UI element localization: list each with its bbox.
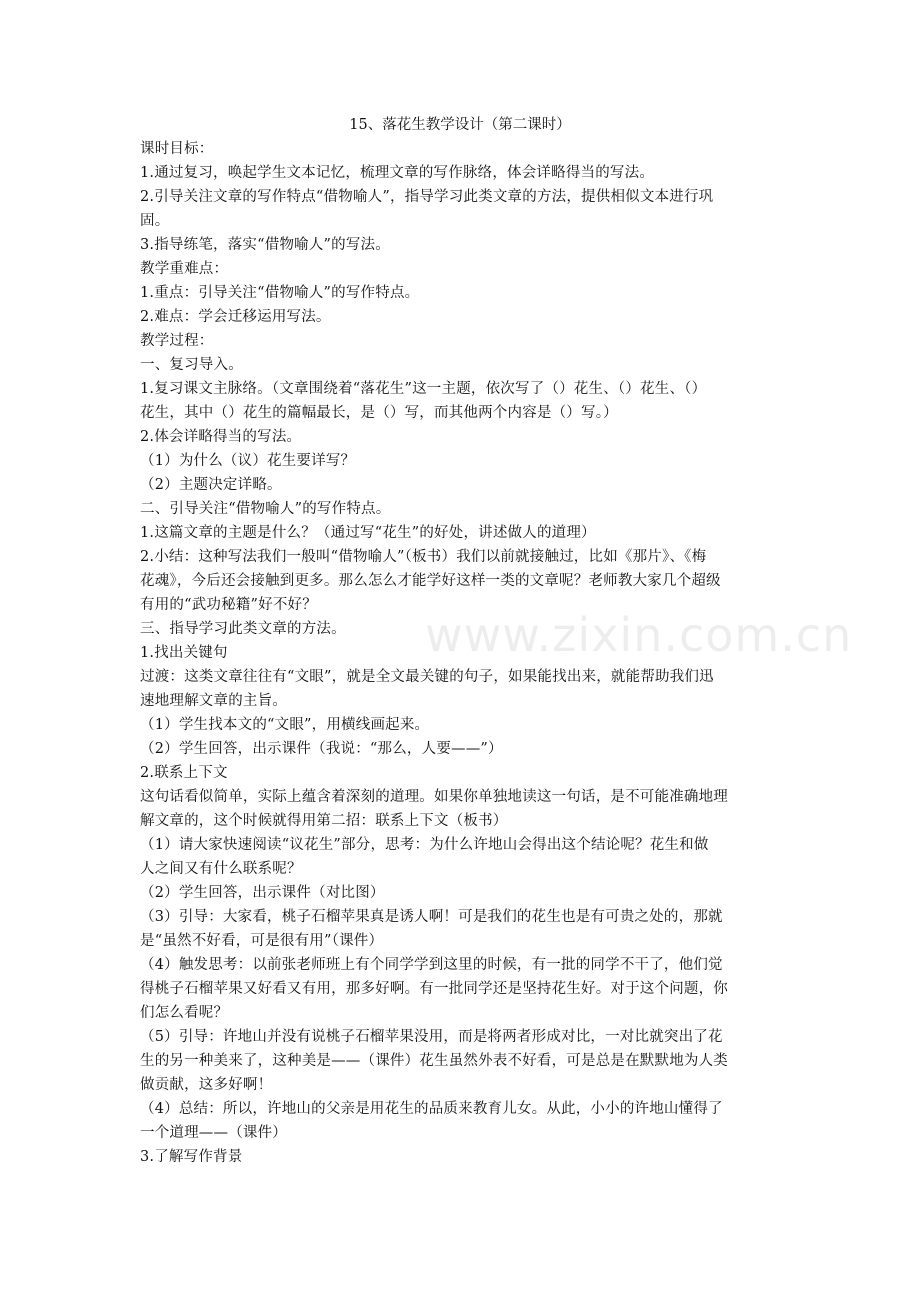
document-line: 花魂》，今后还会接触到更多。那么怎么才能学好这样一类的文章呢？老师教大家几个超级 [140,573,721,589]
document-line: 解文章的，这个时候就得用第二招：联系上下文（板书） [140,813,508,829]
document-line: 二、引导关注“借物喻人”的写作特点。 [140,501,391,517]
document-line: （1）学生找本文的“文眼”，用横线画起来。 [140,717,430,733]
document-line: 三、指导学习此类文章的方法。 [140,621,346,637]
document-line: 课时目标： [140,141,214,157]
document-line: 教学过程： [140,333,214,349]
document-line: 们怎么看呢？ [140,1005,229,1021]
document-line: 有用的“武功秘籍”好不好？ [140,597,317,613]
document-line: 一个道理——（课件） [140,1125,287,1141]
document-line: （3）引导：大家看，桃子石榴苹果真是诱人啊！可是我们的花生也是有可贵之处的，那就 [140,909,723,925]
document-line: 1.这篇文章的主题是什么？（通过写“花生”的好处，讲述做人的道理） [140,525,596,541]
document-line: （2）学生回答，出示课件（对比图） [140,885,385,901]
document-line: 得桃子石榴苹果又好看又有用，那多好啊。有一批同学还是坚持花生好。对于这个问题，你 [140,981,728,997]
document-line: 1.复习课文主脉络。（文章围绕着“落花生”这一主题，依次写了（）花生、（）花生、（） [140,381,707,397]
document-line: 花生，其中（）花生的篇幅最长，是（）写，而其他两个内容是（）写。） [140,405,618,421]
document-line: 固。 [140,213,170,229]
watermark: www.zixin.com.cn [425,608,853,662]
document-line: （1）为什么（议）花生要详写？ [140,453,356,469]
document-line: 2.联系上下文 [140,765,228,781]
document-line: 1.通过复习，唤起学生文本记忆，梳理文章的写作脉络，体会详略得当的写法。 [140,165,655,181]
document-line: （5）引导：许地山并没有说桃子石榴苹果没用，而是将两者形成对比，一对比就突出了花 [140,1029,723,1045]
document-line: 3.指导练笔，落实“借物喻人”的写法。 [140,237,390,253]
document-line: （2）学生回答，出示课件（我说：“那么，人要——”） [140,741,503,757]
document-line: 1.找出关键句 [140,645,228,661]
document-line: （4）总结：所以，许地山的父亲是用花生的品质来教育儿女。从此，小小的许地山懂得了 [140,1101,723,1117]
document-line: （2）主题决定详略。 [140,477,282,493]
document-line: 过渡：这类文章往往有“文眼”，就是全文最关键的句子，如果能找出来，就能帮助我们迅 [140,669,714,685]
document-line: （1）请大家快速阅读“议花生”部分，思考：为什么许地山会得出这个结论呢？花生和做 [140,837,709,853]
document-line: 这句话看似简单，实际上蕴含着深刻的道理。如果你单独地读这一句话，是不可能准确地理 [140,789,728,805]
document-title: 15、落花生教学设计（第二课时） [349,117,571,133]
document-line: 2.引导关注文章的写作特点“借物喻人”，指导学习此类文章的方法，提供相似文本进行巩 [140,189,714,205]
document-line: 3.了解写作背景 [140,1149,243,1165]
document-line: 是“虽然不好看，可是很有用”（课件） [140,933,384,949]
document-line: 2.小结：这种写法我们一般叫“借物喻人”（板书）我们以前就接触过，比如《那片》、《梅 [140,549,707,565]
document-line: 一、复习导入。 [140,357,243,373]
document-line: （4）触发思考：以前张老师班上有个同学学到这里的时候，有一批的同学不干了，他们觉 [140,957,723,973]
document-line: 2.难点：学会迁移运用写法。 [140,309,331,325]
document-line: 2.体会详略得当的写法。 [140,429,302,445]
document-line: 教学重难点： [140,261,229,277]
document-line: 做贡献，这多好啊！ [140,1077,273,1093]
document-line: 1.重点：引导关注“借物喻人”的写作特点。 [140,285,420,301]
document-line: 生的另一种美来了，这种美是——（课件）花生虽然外表不好看，可是总是在默默地为人类 [140,1053,728,1069]
document-line: 人之间又有什么联系呢？ [140,861,302,877]
document-line: 速地理解文章的主旨。 [140,693,287,709]
